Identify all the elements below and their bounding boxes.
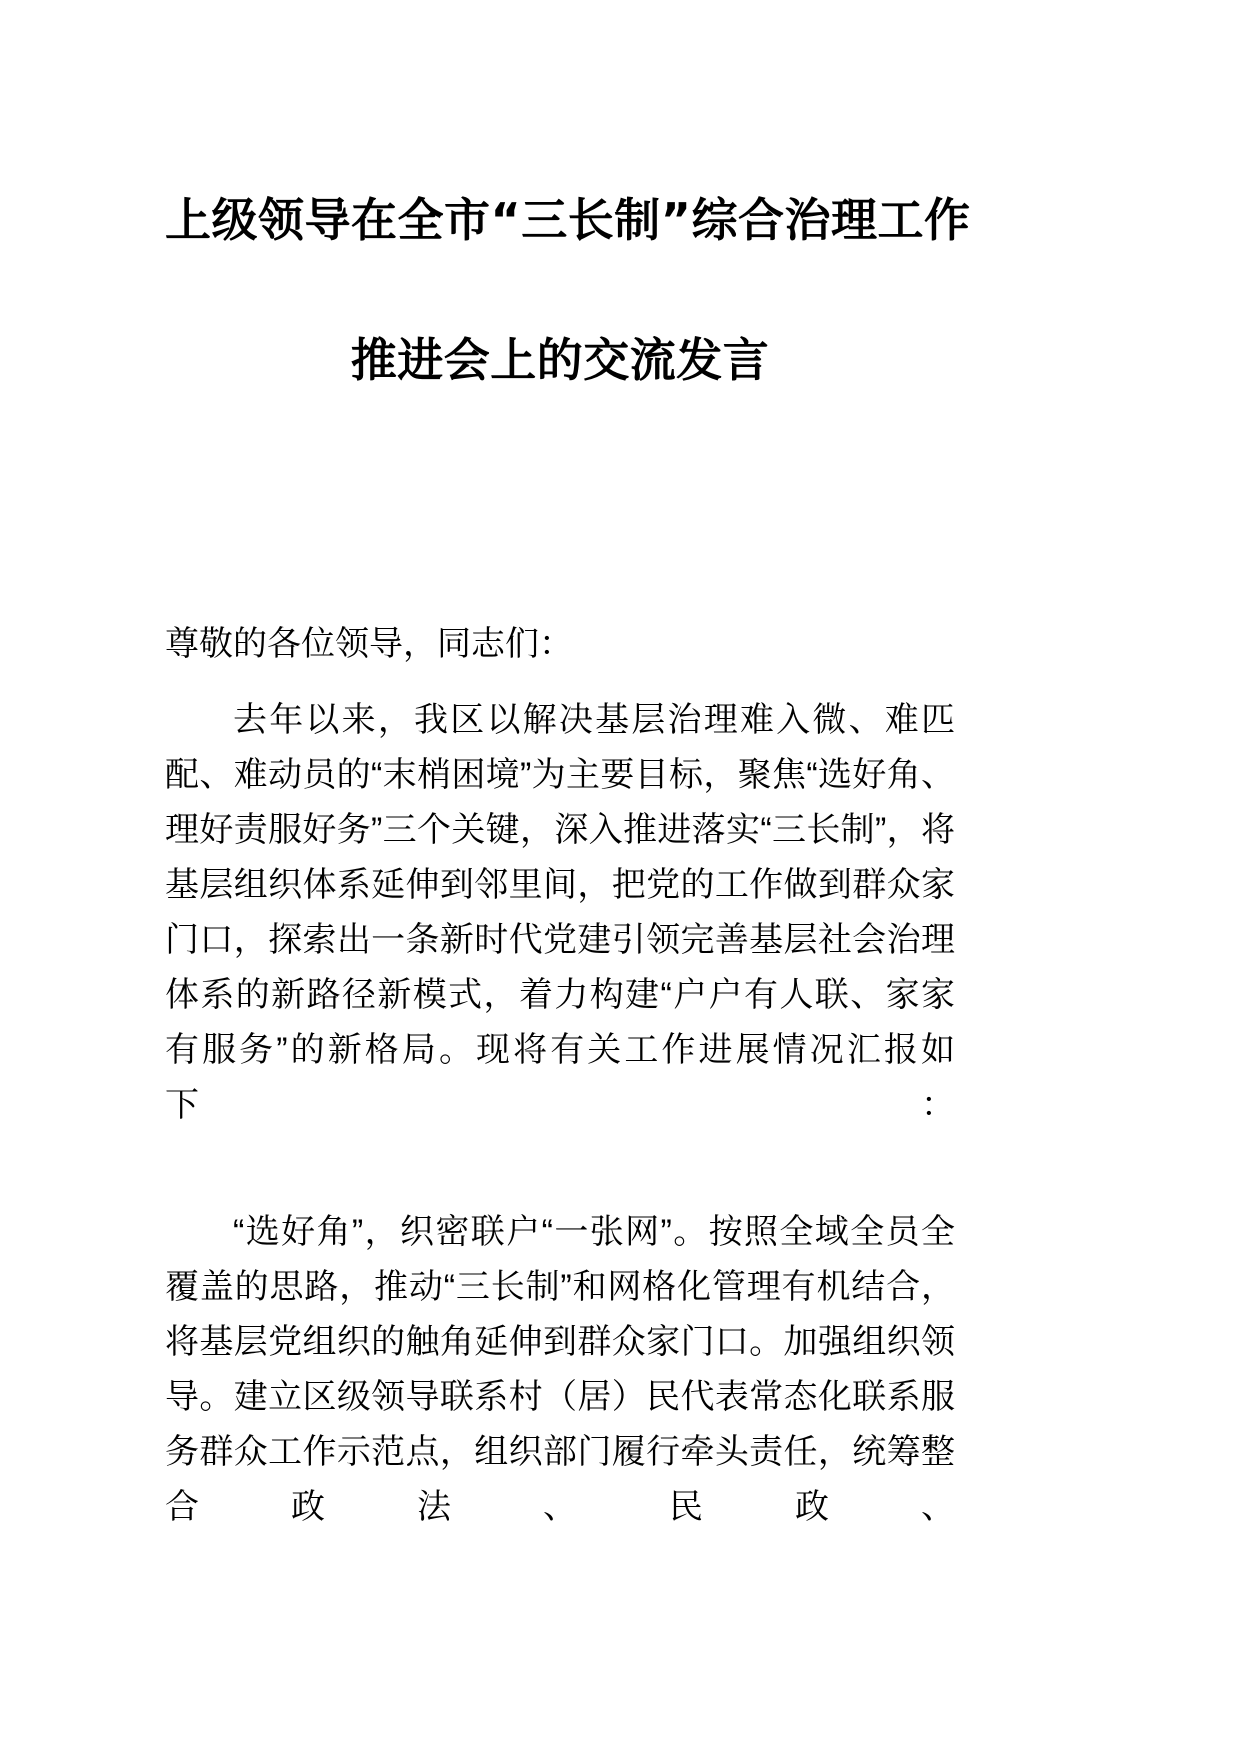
page-title-line-1: 上级领导在全市“三长制”综合治理工作: [165, 193, 971, 247]
page-title: [165, 150, 971, 430]
page-title-line-2: 推进会上的交流发言: [350, 333, 770, 387]
salutation: 尊敬的各位领导，同志们：: [165, 625, 573, 663]
body-paragraph-progress-overview: 去年以来，我区以解决基层治理难入微、难匹配、难动员的“末梢困境”为主要目标，聚焦“选好角、理好责服好务”三个关键，深入推进落实“三长制”，将基层组织体系延伸到邻里间，把党的工作做到群众家门口，探索出一条新时代党建引领完善基层社会治理体系的新路径新模式，着力构建“户户有人联、家家有服务”的新格局。现将有关工作进展情况汇报如下：: [165, 701, 955, 1124]
body-paragraph-select-good-role: “选好角”，织密联户“一张网”。按照全域全员全覆盖的思路，推动“三长制”和网格化管理有机结合，将基层党组织的触角延伸到群众家门口。加强组织领导。建立区级领导联系村（居）民代表常态化联系服务群众工作示范点，组织部门履行牵头责任，统筹整合政法、民政、: [165, 1213, 955, 1526]
